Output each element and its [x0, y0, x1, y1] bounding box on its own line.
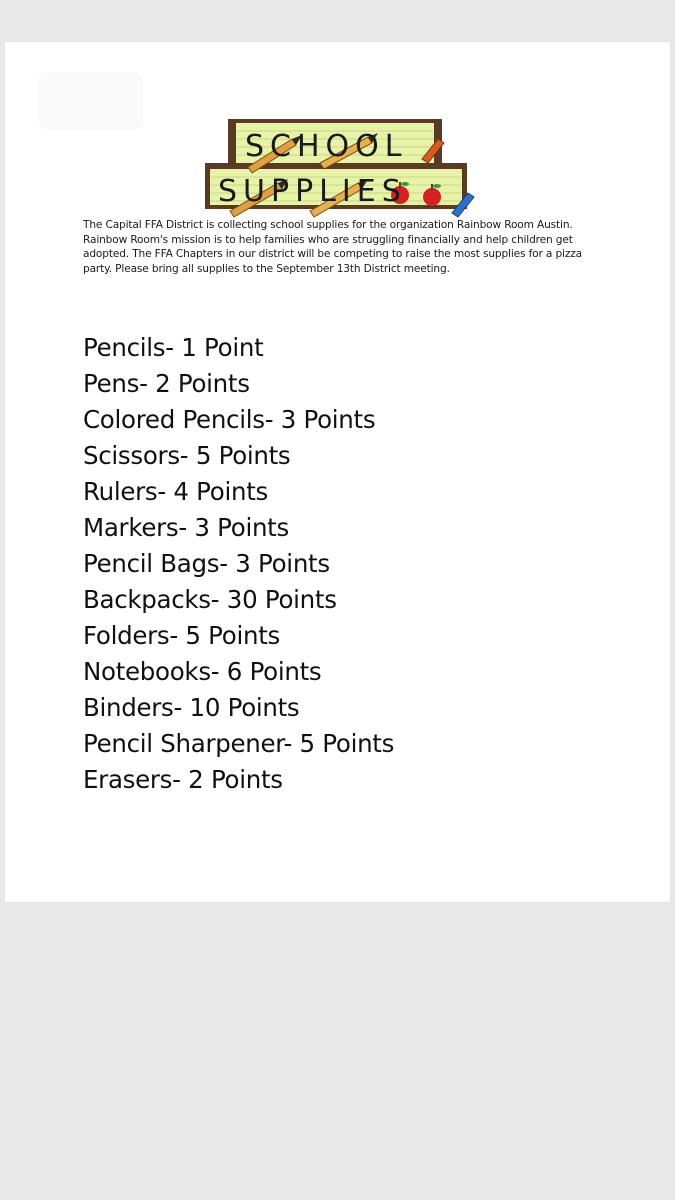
supply-item: Binders- 10 Points [83, 693, 300, 722]
supply-item: Notebooks- 6 Points [83, 657, 322, 686]
document-page [5, 42, 670, 902]
faint-placeholder-box [38, 72, 143, 130]
supply-item: Pencil Sharpener- 5 Points [83, 729, 395, 758]
supply-item: Rulers- 4 Points [83, 477, 268, 506]
supply-item: Backpacks- 30 Points [83, 585, 337, 614]
supply-item: Colored Pencils- 3 Points [83, 405, 376, 434]
logo-title-line2: SUPPLIES [218, 174, 407, 209]
supply-item: Pencils- 1 Point [83, 333, 264, 362]
supply-item: Markers- 3 Points [83, 513, 289, 542]
supplies-list [83, 330, 394, 798]
intro-paragraph: The Capital FFA District is collecting school supplies for the organization Rainbow Room Austin. Rainbow Room's mission is to help families who are struggling financially and help children get adopted. The FFA Chapters in our district will be competing to raise the most supplies for a pizza party. Please bring all supplies to the September 13th District meeting. [83, 219, 583, 275]
logo-title-line1: SCHOOL [245, 129, 408, 164]
supply-item: Pens- 2 Points [83, 369, 250, 398]
supply-item: Folders- 5 Points [83, 621, 280, 650]
school-supplies-logo [200, 119, 480, 219]
supply-item: Scissors- 5 Points [83, 441, 291, 470]
supply-item: Erasers- 2 Points [83, 765, 283, 794]
supply-item: Pencil Bags- 3 Points [83, 549, 330, 578]
